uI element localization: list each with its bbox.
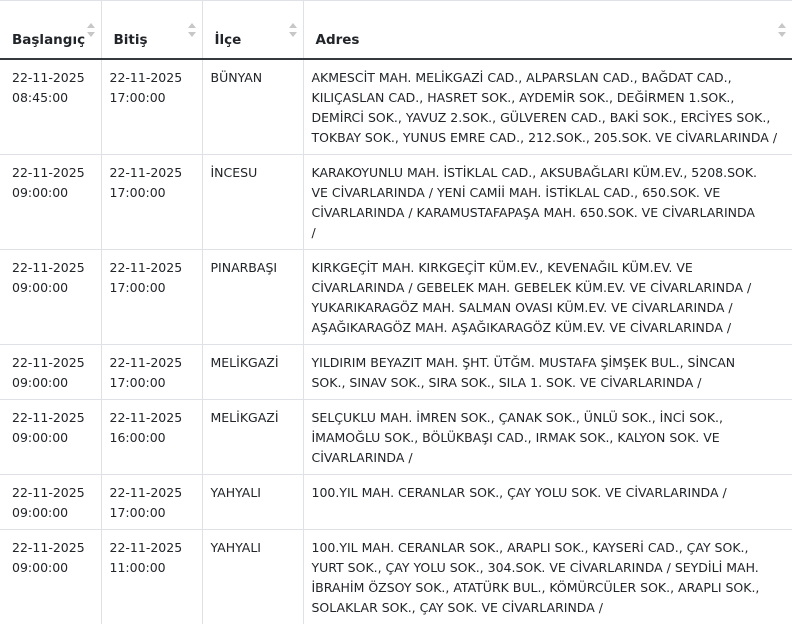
address-line: YILDIRIM BEYAZIT MAH. ŞHT. ÜTĞM. MUSTAFA ŞİMŞEK BUL., SİNCAN <box>311 354 736 370</box>
address-cell <box>303 59 792 155</box>
district-cell <box>202 474 303 529</box>
district-name: BÜNYAN <box>210 69 263 85</box>
start-cell <box>0 154 101 249</box>
start-date: 22-11-2025 <box>12 409 85 425</box>
district-cell <box>202 59 303 155</box>
start-cell <box>0 59 101 155</box>
column-header-label: Adres <box>315 31 360 48</box>
start-cell <box>0 249 101 344</box>
address-line: KIRKGEÇİT MAH. KIRKGEÇİT KÜM.EV., KEVENAĞIL KÜM.EV. VE <box>311 259 693 275</box>
address-line: SELÇUKLU MAH. İMREN SOK., ÇANAK SOK., ÜNLÜ SOK., İNCİ SOK., <box>311 409 724 425</box>
end-date: 22-11-2025 <box>109 539 183 555</box>
table-row <box>0 344 792 399</box>
address-line: KARAKOYUNLU MAH. İSTİKLAL CAD., AKSUBAĞLARI KÜM.EV., 5208.SOK. <box>311 164 758 180</box>
address-line: CİVARLARINDA / <box>311 449 413 465</box>
end-cell <box>101 529 202 624</box>
start-time: 09:00:00 <box>12 184 69 200</box>
end-cell <box>101 59 202 155</box>
start-time: 09:00:00 <box>12 429 69 445</box>
address-line: YUKARIKARAGÖZ MAH. SALMAN OVASI KÜM.EV. VE CİVARLARINDA / <box>311 299 733 315</box>
end-time: 17:00:00 <box>109 504 166 520</box>
district-cell <box>202 154 303 249</box>
address-line: VE CİVARLARINDA / YENİ CAMİİ MAH. İSTİKLAL CAD., 650.SOK. VE <box>311 184 721 200</box>
start-time: 09:00:00 <box>12 279 69 295</box>
start-date: 22-11-2025 <box>12 354 85 370</box>
end-time: 17:00:00 <box>109 374 166 390</box>
address-line: TOKBAY SOK., YUNUS EMRE CAD., 212.SOK., 205.SOK. VE CİVARLARINDA / <box>311 129 778 145</box>
start-time: 09:00:00 <box>12 374 69 390</box>
start-time: 09:00:00 <box>12 559 69 575</box>
start-cell <box>0 529 101 624</box>
address-line: DEMİRCİ SOK., YAVUZ 2.SOK., GÜLVEREN CAD., BAKİ SOK., ERCİYES SOK., <box>311 109 771 125</box>
column-header-end[interactable] <box>101 1 202 59</box>
column-header-address[interactable] <box>303 1 792 59</box>
end-date: 22-11-2025 <box>109 259 183 275</box>
end-time: 11:00:00 <box>109 559 166 575</box>
table-row <box>0 399 792 474</box>
table-header <box>0 1 792 59</box>
address-line: KILIÇASLAN CAD., HASRET SOK., AYDEMİR SOK., DEĞİRMEN 1.SOK., <box>311 89 735 105</box>
district-name: YAHYALI <box>210 484 261 500</box>
start-date: 22-11-2025 <box>12 484 85 500</box>
end-date: 22-11-2025 <box>109 484 183 500</box>
start-time: 09:00:00 <box>12 504 69 520</box>
column-header-start[interactable] <box>0 1 101 59</box>
address-cell <box>303 154 792 249</box>
table-row <box>0 474 792 529</box>
end-cell <box>101 344 202 399</box>
column-header-label: İlçe <box>214 31 242 48</box>
column-header-label: Bitiş <box>113 31 148 48</box>
end-cell <box>101 399 202 474</box>
end-date: 22-11-2025 <box>109 354 183 370</box>
address-line: / <box>311 224 316 240</box>
end-date: 22-11-2025 <box>109 69 183 85</box>
address-line: YURT SOK., ÇAY YOLU SOK., 304.SOK. VE CİVARLARINDA / SEYDİLİ MAH. <box>311 559 759 575</box>
district-name: YAHYALI <box>210 539 261 555</box>
district-name: PINARBAŞI <box>210 259 278 275</box>
address-line: SOK., SINAV SOK., SIRA SOK., SILA 1. SOK. VE CİVARLARINDA / <box>311 374 702 390</box>
district-name: İNCESU <box>210 164 258 180</box>
district-cell <box>202 399 303 474</box>
district-name: MELİKGAZİ <box>210 354 279 370</box>
address-line: 100.YIL MAH. CERANLAR SOK., ARAPLI SOK., KAYSERİ CAD., ÇAY SOK., <box>311 539 749 555</box>
table-row <box>0 249 792 344</box>
start-cell <box>0 344 101 399</box>
start-cell <box>0 399 101 474</box>
address-line: AŞAĞIKARAGÖZ MAH. AŞAĞIKARAGÖZ KÜM.EV. VE CİVARLARINDA / <box>311 319 732 335</box>
end-date: 22-11-2025 <box>109 164 183 180</box>
address-cell <box>303 344 792 399</box>
address-cell <box>303 474 792 529</box>
table-row <box>0 154 792 249</box>
address-cell <box>303 249 792 344</box>
district-name: MELİKGAZİ <box>210 409 279 425</box>
address-cell <box>303 399 792 474</box>
sort-arrows-icon[interactable] <box>778 23 786 39</box>
end-cell <box>101 474 202 529</box>
address-line: İBRAHİM ÖZSOY SOK., ATATÜRK BUL., KÖMÜRCÜLER SOK., ARAPLI SOK., <box>311 579 760 595</box>
address-line: AKMESCİT MAH. MELİKGAZİ CAD., ALPARSLAN CAD., BAĞDAT CAD., <box>311 69 732 85</box>
start-time: 08:45:00 <box>12 89 69 105</box>
district-cell <box>202 249 303 344</box>
end-time: 16:00:00 <box>109 429 166 445</box>
sort-arrows-icon[interactable] <box>289 23 297 39</box>
end-time: 17:00:00 <box>109 279 166 295</box>
end-cell <box>101 154 202 249</box>
start-cell <box>0 474 101 529</box>
address-cell <box>303 529 792 624</box>
start-date: 22-11-2025 <box>12 69 85 85</box>
column-header-district[interactable] <box>202 1 303 59</box>
table-row <box>0 529 792 624</box>
sort-arrows-icon[interactable] <box>188 23 196 39</box>
address-line: 100.YIL MAH. CERANLAR SOK., ÇAY YOLU SOK. VE CİVARLARINDA / <box>311 484 727 500</box>
header-row <box>0 1 792 59</box>
start-date: 22-11-2025 <box>12 259 85 275</box>
start-date: 22-11-2025 <box>12 164 85 180</box>
start-date: 22-11-2025 <box>12 539 85 555</box>
district-cell <box>202 529 303 624</box>
address-line: SOLAKLAR SOK., ÇAY SOK. VE CİVARLARINDA / <box>311 599 603 615</box>
table-body <box>0 59 792 624</box>
end-time: 17:00:00 <box>109 89 166 105</box>
end-time: 17:00:00 <box>109 184 166 200</box>
sort-arrows-icon[interactable] <box>87 23 95 39</box>
address-line: CİVARLARINDA / KARAMUSTAFAPAŞA MAH. 650.SOK. VE CİVARLARINDA <box>311 204 755 220</box>
table-row <box>0 59 792 155</box>
address-line: CİVARLARINDA / GEBELEK MAH. GEBELEK KÜM.EV. VE CİVARLARINDA / <box>311 279 752 295</box>
district-cell <box>202 344 303 399</box>
end-cell <box>101 249 202 344</box>
address-line: İMAMOĞLU SOK., BÖLÜKBAŞI CAD., IRMAK SOK., KALYON SOK. VE <box>311 429 720 445</box>
end-date: 22-11-2025 <box>109 409 183 425</box>
column-header-label: Başlangıç <box>12 31 86 48</box>
